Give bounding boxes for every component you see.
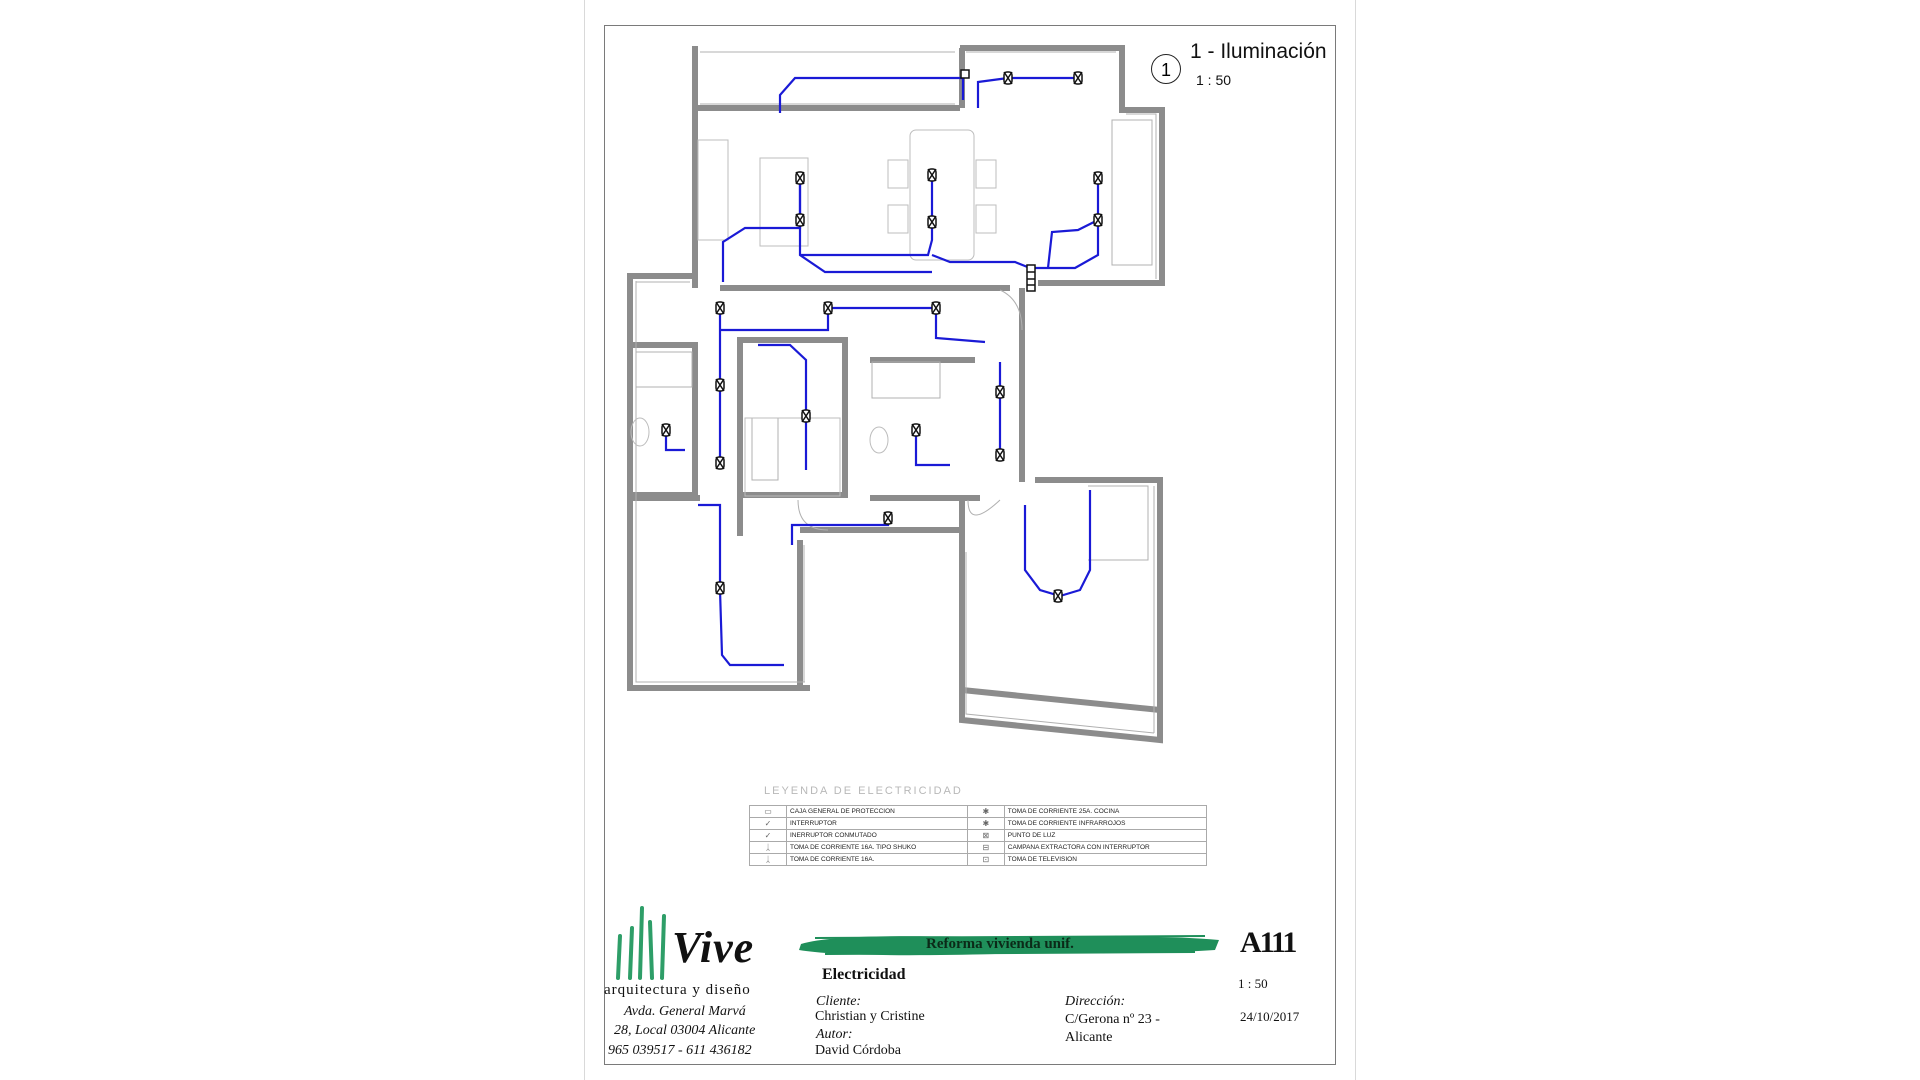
legend-symbol: ✱ [967,806,1004,818]
light-point [796,214,804,226]
legend-label: TOMA DE CORRIENTE 25A. COCINA [1004,806,1206,818]
legend-symbol: ᛣ [750,842,787,854]
firm-tagline: arquitectura y diseño [604,982,751,998]
legend-label: TOMA DE CORRIENTE 16A. [787,854,968,866]
view-number: 1 [1151,54,1181,84]
legend-label: TOMA DE TELEVISION [1004,854,1206,866]
legend-row [750,842,1207,854]
legend-symbol: ⊟ [967,842,1004,854]
legend-symbol: ⊠ [967,830,1004,842]
light-point [912,424,920,436]
legend-symbol: ⊡ [967,854,1004,866]
light-point [996,386,1004,398]
light-point [928,216,936,228]
address-label: Dirección: [1065,994,1126,1009]
site-address-1: C/Gerona nº 23 - [1065,1012,1160,1027]
legend-symbol: ✱ [967,818,1004,830]
light-point [716,457,724,469]
drawing-date: 24/10/2017 [1240,1009,1300,1024]
legend-label: TOMA DE CORRIENTE 16A. TIPO SHUKO [787,842,968,854]
furniture [631,130,996,496]
light-point [1094,214,1102,226]
view-title: 1 - Iluminación [1190,40,1327,63]
light-point [716,302,724,314]
legend-label: CAJA GENERAL DE PROTECCION [787,806,968,818]
legend-label: PUNTO DE LUZ [1004,830,1206,842]
legend-symbol: ▭ [750,806,787,818]
titleblock-scale: 1 : 50 [1238,976,1268,991]
light-point [884,512,892,524]
firm-address-2: 28, Local 03004 Alicante [614,1023,756,1038]
author-name: David Córdoba [815,1043,901,1058]
legend-row [750,806,1207,818]
inner-walls [636,52,1156,733]
legend-symbol: ᛣ [750,854,787,866]
legend-label: INTERRUPTOR [787,818,968,830]
light-point [824,302,832,314]
light-point [1094,172,1102,184]
discipline: Electricidad [822,966,906,983]
lighting-wiring [666,78,1098,665]
legend-symbol: ✓ [750,830,787,842]
legend-row [750,830,1207,842]
light-point [802,410,810,422]
light-point [1004,72,1012,84]
client-label: Cliente: [816,994,862,1009]
firm-address-1: Avda. General Marvá [624,1004,746,1019]
logo-word: Vive [672,923,755,972]
light-point [716,379,724,391]
site-address-2: Alicante [1065,1030,1113,1045]
project-name: Reforma vivienda unif. [926,936,1074,952]
legend-row [750,854,1207,866]
light-point [996,449,1004,461]
light-point [662,424,670,436]
legend-title: LEYENDA DE ELECTRICIDAD [764,785,963,797]
view-scale: 1 : 50 [1196,72,1232,88]
light-point [1074,72,1082,84]
walls [630,46,1162,740]
client-name: Christian y Cristine [815,1009,925,1024]
light-point [796,172,804,184]
author-label: Autor: [816,1027,853,1042]
light-point [716,582,724,594]
firm-phones: 965 039517 - 611 436182 [608,1043,752,1058]
legend-symbol: ✓ [750,818,787,830]
light-point [932,302,940,314]
legend-label: INERRUPTOR CONMUTADO [787,830,968,842]
light-point [1054,590,1062,602]
sheet-code: A111 [1240,926,1296,959]
legend-label: TOMA DE CORRIENTE INFRARROJOS [1004,818,1206,830]
electrical-legend [749,805,1207,866]
legend-label: CAMPANA EXTRACTORA CON INTERRUPTOR [1004,842,1206,854]
light-point [928,169,936,181]
legend-row [750,818,1207,830]
